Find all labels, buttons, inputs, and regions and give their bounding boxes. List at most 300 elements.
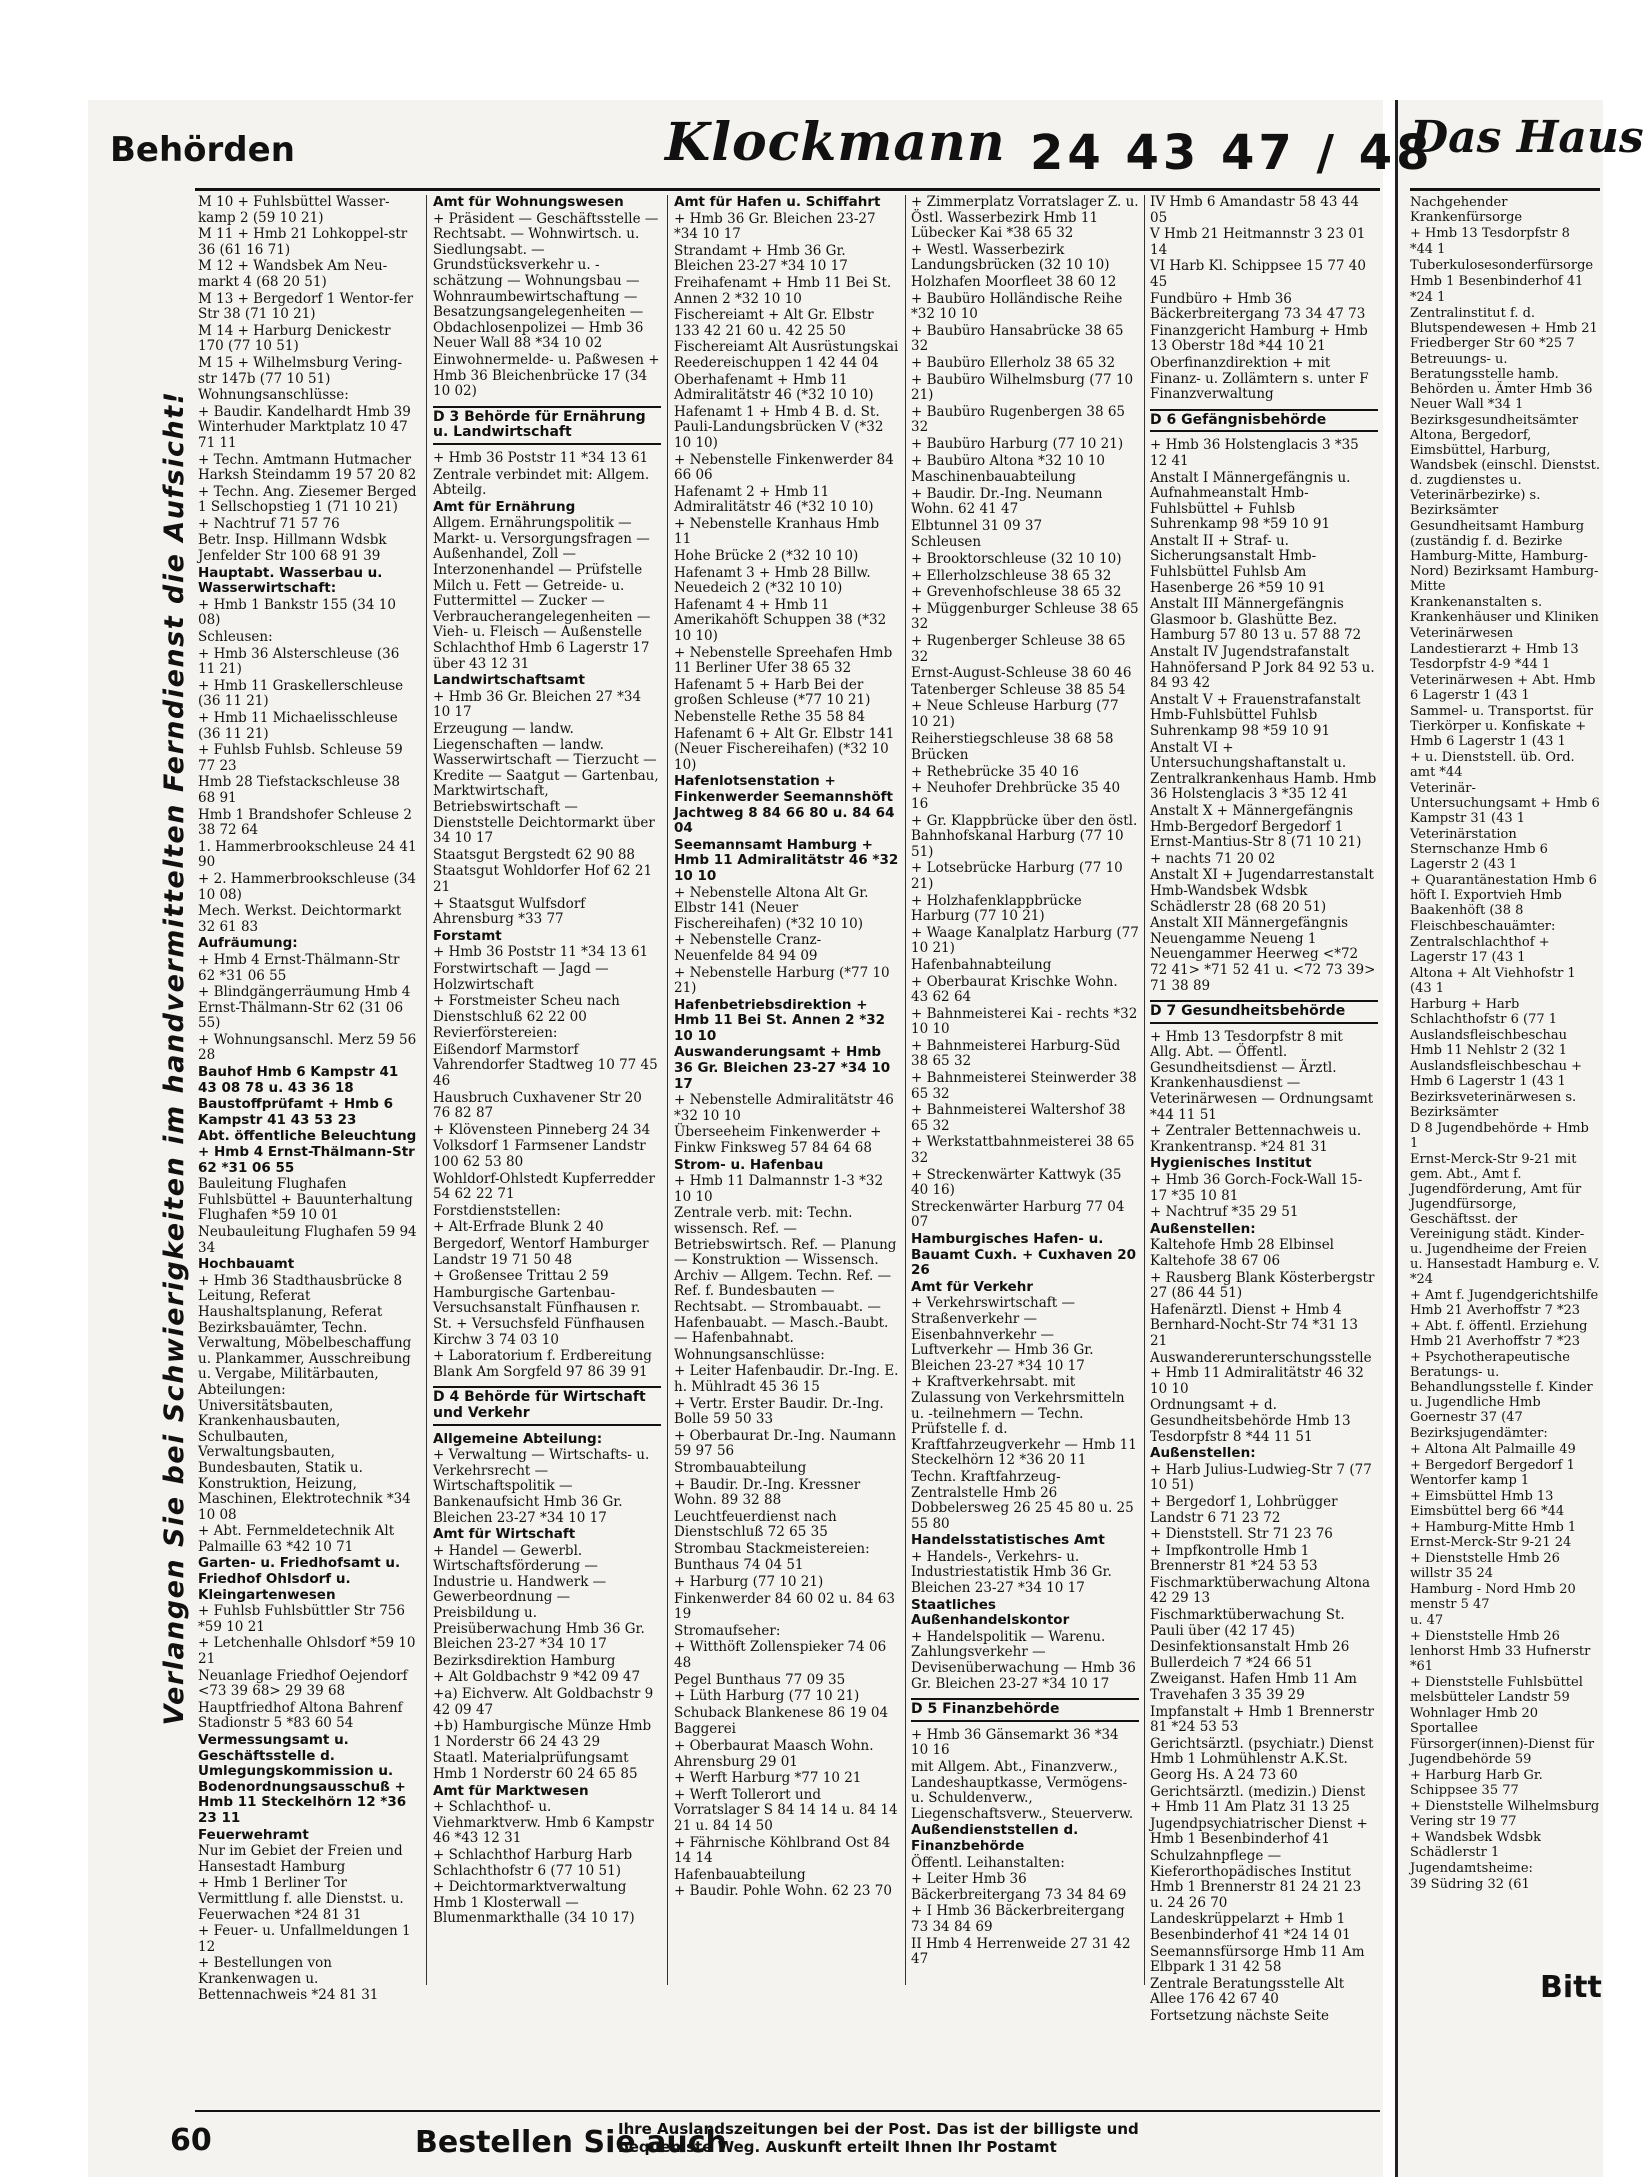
directory-entry: Oberhafenamt + Hmb 11 Admiralitätstr 46 (*32 10 10) [674, 371, 874, 404]
directory-entry: + Grevenhofschleuse 38 65 32 [911, 584, 1122, 601]
directory-entry: Staatl. Materialprüfungsamt Hmb 1 Norderstr 60 24 65 85 [433, 1750, 638, 1782]
directory-entry: + Psychotherapeutische Beratungs- u. Behandlungsstelle f. Kinder u. Jugendliche Hmb Goernestr 37 (47 [1410, 1350, 1593, 1425]
directory-entry: Ordnungsamt + d. Gesundheitsbehörde Hmb 13 Tesdorpfstr 8 *44 11 51 [1150, 1397, 1351, 1445]
directory-entry: + Hmb 1 Berliner Tor Vermittlung f. alle Dienstst. u. Feuerwachen *24 81 31 [198, 1875, 404, 1923]
directory-entry: *44 1 [1410, 242, 1446, 257]
directory-entry: + Holzhafenklappbrücke Harburg (77 10 21) [911, 892, 1082, 925]
entry-heading: Staatliches Außenhandelskontor [911, 1596, 1070, 1629]
directory-entry: Staatsgut Bergstedt 62 90 88 [433, 846, 635, 863]
directory-entry: Wohnungsanschlüsse: [198, 387, 349, 404]
column-divider [1144, 195, 1145, 1985]
entry-heading: Außenstellen: [1150, 1220, 1256, 1237]
section-heading: D 6 Gefängnisbehörde [1150, 409, 1378, 433]
page-number: 60 [170, 2123, 212, 2158]
entry-heading: Amt für Ernährung [433, 498, 576, 515]
directory-entry: + u. Dienststell. üb. Ord. amt *44 [1410, 750, 1575, 780]
directory-entry: Fischereiamt + Alt Gr. Elbstr 133 42 21 60 u. 42 25 50 [674, 307, 874, 339]
directory-entry: Fischmarktüberwachung Altona 42 29 13 [1150, 1574, 1371, 1607]
directory-entry: Veterinär-Untersuchungsamt + Hmb 6 Kampstr 31 (43 1 [1410, 781, 1600, 826]
directory-entry: *24 1 [1410, 290, 1446, 305]
directory-entry: Wohnungsanschlüsse: [674, 1346, 825, 1363]
directory-entry: + Handels-, Verkehrs- u. Industriestatistik Hmb 36 Gr. Bleichen 23-27 *34 10 17 [911, 1548, 1112, 1597]
directory-entry: + Rugenberger Schleuse 38 65 32 [911, 633, 1126, 665]
entry-heading: Hauptabt. Wasserbau u. Wasserwirtschaft: [198, 564, 383, 597]
directory-entry: Bezirksveterinärwesen s. Bezirksämter [1410, 1090, 1577, 1120]
directory-entry: + Baubüro Harburg (77 10 21) [911, 435, 1124, 452]
directory-entry: M 15 + Wilhelmsburg Vering-str 147b (77 10 51) [198, 354, 403, 387]
directory-entry: + Handelspolitik — Warenu. Zahlungsverkehr — Devisenüberwachung — Hmb 36 Gr. Bleichen 23-27 *34 10 17 [911, 1628, 1136, 1692]
directory-entry: Hauptfriedhof Altona Bahrenf Stadionstr 5 *83 60 54 [198, 1699, 403, 1732]
directory-entry: Pegel Bunthaus 77 09 35 [674, 1671, 846, 1688]
brand-logo: Klockmann [665, 112, 1006, 173]
directory-entry: V Hmb 21 Heitmannstr 3 23 01 14 [1150, 226, 1366, 258]
directory-entry: Schuback Blankenese 86 19 04 [674, 1704, 889, 1721]
directory-entry: + Baubüro Rugenbergen 38 65 32 [911, 403, 1126, 436]
entry-heading: Landwirtschaftsamt [433, 672, 585, 689]
directory-entry: Zentrale verbindet mit: Allgem. Abteilg. [433, 466, 650, 499]
directory-entry: Freihafenamt + Hmb 11 Bei St. Annen 2 *32 10 10 [674, 274, 892, 307]
directory-entry: Anstalt III Männergefängnis Glasmoor b. Glashütte Bez. Hamburg 57 80 13 u. 57 88 72 [1150, 596, 1362, 644]
directory-entry: + Hmb 36 Poststr 11 *34 13 61 [433, 449, 649, 466]
directory-entry: + Blindgängerräumung Hmb 4 Ernst-Thälmann-Str 62 (31 06 55) [198, 984, 411, 1032]
directory-entry: Staatsgut Wohldorfer Hof 62 21 21 [433, 863, 653, 895]
directory-entry: Landestierarzt + Hmb 13 Tesdorpfstr 4-9 *44 1 [1410, 642, 1579, 672]
directory-entry: + Neuhofer Drehbrücke 35 40 16 [911, 780, 1121, 812]
directory-entry: Leuchtfeuerdienst nach Dienstschluß 72 65 35 [674, 1508, 837, 1541]
entry-heading: Forstamt [433, 927, 502, 944]
directory-entry: + Eimsbüttel Hmb 13 Eimsbüttel berg 66 *44 [1410, 1489, 1565, 1519]
directory-entry: Anstalt VI + Untersuchungshaftanstalt u. Zentralkrankenhaus Hamb. Hmb 36 Holstenglacis 3 *35 12 41 [1150, 739, 1377, 803]
directory-entry: + Alt Goldbachstr 9 *42 09 47 [433, 1669, 641, 1686]
directory-entry: Hafenamt 3 + Hmb 28 Billw. Neuedeich 2 (*32 10 10) [674, 564, 871, 597]
directory-entry: + Nebenstelle Finkenwerder 84 66 06 [674, 451, 894, 484]
directory-entry: + Leiter Hafenbaudir. Dr.-Ing. E. h. Mühlradt 45 36 15 [674, 1363, 899, 1395]
directory-entry: + Dienststelle Hmb 26 lenhorst Hmb 33 Hufnerstr *61 [1410, 1629, 1591, 1674]
adjacent-page-header: Das Haus [1410, 112, 1644, 163]
directory-entry: 39 Südring 32 (61 [1410, 1877, 1530, 1892]
footer-slogan: Bestellen Sie auch [415, 2125, 727, 2160]
directory-entry: Jugendpsychiatrischer Dienst + Hmb 1 Besenbinderhof 41 [1150, 1815, 1368, 1848]
directory-entry: + Fuhlsb Fuhlsbüttler Str 756 *59 10 21 [198, 1603, 405, 1635]
entry-heading: Amt für Wohnungswesen [433, 194, 624, 210]
directory-entry: + Nebenstelle Admiralitätstr 46 *32 10 10 [674, 1092, 894, 1124]
directory-entry: Hafenbahnabteilung [911, 956, 1052, 973]
directory-entry: Hohe Brücke 2 (*32 10 10) [674, 548, 859, 565]
directory-entry: Sammel- u. Transportst. für Tierkörper u. Konfiskate + Hmb 6 Lagerstr 1 (43 1 [1410, 704, 1594, 749]
entry-heading: Außenstellen: [1150, 1445, 1256, 1462]
directory-entry: + Staatsgut Wulfsdorf Ahrensburg *33 77 [433, 895, 586, 928]
directory-entry: + Werkstattbahnmeisterei 38 65 32 [911, 1134, 1135, 1167]
directory-entry: Zentralschlachthof + Lagerstr 17 (43 1 [1410, 935, 1550, 965]
directory-entry: + Leiter Hmb 36 Bäckerbreitergang 73 34 84 69 [911, 1871, 1127, 1903]
column-1 [198, 194, 418, 2003]
directory-entry: Hamburgische Gartenbau-Versuchsanstalt Fünfhausen r. St. + Versuchsfeld Fünfhausen Kirchw 3 74 03 10 [433, 1284, 645, 1348]
directory-entry: Hafenamt 6 + Alt Gr. Elbstr 141 (Neuer Fischereihafen) (*32 10 10) [674, 725, 895, 773]
directory-entry: + Laboratorium f. Erdbereitung Blank Am Sorgfeld 97 86 39 91 [433, 1348, 652, 1380]
directory-entry: Brücken [911, 747, 969, 764]
directory-entry: Anstalt IV Jugendstrafanstalt Hahnöfersand P Jork 84 92 53 u. 84 93 42 [1150, 644, 1375, 692]
directory-entry: Impfanstalt + Hmb 1 Brennerstr 81 *24 53 53 [1150, 1703, 1374, 1736]
directory-entry: + Verwaltung — Wirtschafts- u. Verkehrsrecht — Wirtschaftspolitik — Bankenaufsicht Hmb 36 Gr. Bleichen 23-27 *34 10 17 [433, 1447, 650, 1526]
directory-entry: + Bergedorf 1, Lohbrügger Landstr 6 71 23 72 [1150, 1493, 1338, 1526]
directory-entry: Bezirksdirektion Hamburg [433, 1652, 616, 1669]
directory-entry: + Impfkontrolle Hmb 1 Brennerstr 81 *24 53 53 [1150, 1542, 1318, 1575]
directory-entry: Holzhafen Moorfleet 38 60 12 [911, 273, 1117, 290]
directory-entry: Hmb 28 Tiefstackschleuse 38 68 91 [198, 774, 400, 806]
directory-entry: + Baudir. Dr.-Ing. Neumann Wohn. 62 41 47 [911, 485, 1103, 518]
adjacent-header-rule [1410, 188, 1600, 191]
directory-entry: Techn. Kraftfahrzeug-Zentralstelle Hmb 26 Dobbelersweg 26 25 45 80 u. 25 55 80 [911, 1468, 1134, 1532]
directory-entry: + Hmb 11 Dalmannstr 1-3 *32 10 10 [674, 1173, 884, 1205]
directory-entry: + Quarantänestation Hmb 6 höft I. Exportvieh Hmb Baakenhöft (38 8 [1410, 873, 1597, 918]
entry-heading: Hafenlotsenstation + Finkenwerder Seemannshöft Jachtweg 8 84 66 80 u. 84 64 04 [674, 773, 895, 837]
directory-entry: Streckenwärter Harburg 77 04 07 [911, 1198, 1125, 1231]
directory-entry: + Nachtruf *35 29 51 [1150, 1204, 1299, 1221]
directory-entry: Jugendamtsheime: [1410, 1861, 1533, 1876]
directory-entry: II Hmb 4 Herrenweide 27 31 42 47 [911, 1935, 1131, 1968]
directory-entry: + Dienststelle Wilhelmsburg Vering str 19 77 [1410, 1799, 1600, 1829]
directory-entry: + Witthöft Zollenspieker 74 06 48 [674, 1639, 887, 1672]
directory-entry: Einwohnermelde- u. Paßwesen + Hmb 36 Bleichenbrücke 17 (34 10 02) [433, 351, 660, 400]
entry-heading: Hochbauamt [198, 1256, 295, 1273]
entry-heading: Strom- u. Hafenbau [674, 1156, 824, 1173]
directory-entry: Hafenamt 4 + Hmb 11 Amerikahöft Schuppen 38 (*32 10 10) [674, 596, 887, 645]
directory-entry: + Waage Kanalplatz Harburg (77 10 21) [911, 924, 1139, 957]
directory-entry: Bunthaus 74 04 51 [674, 1557, 804, 1574]
directory-entry: Veterinärwesen + Abt. Hmb 6 Lagerstr 1 (43 1 [1410, 673, 1596, 703]
adjacent-bottom-text: Bitt [1540, 1970, 1602, 2005]
footer-note: Ihre Auslandszeitungen bei der Post. Das ist der billigste und bequemste Weg. Auskunft erteilt Ihnen Ihr Postamt [618, 2120, 1139, 2156]
directory-entry: Ernst-Merck-Str 9-21 mit gem. Abt., Amt f. Jugendförderung, Amt für Jugendfürsorge, Geschäftsst. der Vereinigung städt. Kinder- u. Jugendheime der Freien u. Hansestadt Hamburg e. V. *24 [1410, 1152, 1600, 1287]
directory-entry: Altona + Alt Viehhofstr 1 (43 1 [1410, 966, 1576, 996]
directory-entry: + Wandsbek Wdsbk Schädlerstr 1 [1410, 1830, 1541, 1860]
entry-heading: Handelsstatistisches Amt [911, 1532, 1105, 1549]
directory-entry: + Bahnmeisterei Waltershof 38 65 32 [911, 1102, 1126, 1134]
directory-entry: Hmb 1 Brandshofer Schleuse 2 38 72 64 [198, 806, 412, 839]
directory-entry: + Lotsebrücke Harburg (77 10 21) [911, 860, 1123, 892]
directory-entry: Hausbruch Cuxhavener Str 20 76 82 87 [433, 1089, 642, 1122]
directory-entry: + Gr. Klappbrücke über den östl. Bahnhofskanal Harburg (77 10 51) [911, 812, 1138, 860]
directory-entry: Öffentl. Leihanstalten: [911, 1854, 1065, 1871]
directory-entry: Strandamt + Hmb 36 Gr. Bleichen 23-27 *34 10 17 [674, 242, 848, 275]
directory-entry: + Oberbaurat Dr.-Ing. Naumann 59 97 56 [674, 1427, 897, 1460]
directory-entry: + Neue Schleuse Harburg (77 10 21) [911, 698, 1119, 730]
directory-entry: Anstalt XI + Jugendarrestanstalt Hmb-Wandsbek Wdsbk Schädlerstr 28 (68 20 51) [1150, 867, 1374, 915]
entry-heading: Außendienststellen d. Finanzbehörde [911, 1822, 1079, 1854]
entry-heading: Bauhof Hmb 6 Kampstr 41 43 08 78 u. 43 36 18 [198, 1064, 399, 1096]
entry-heading: Amt für Verkehr [911, 1278, 1034, 1295]
entry-heading: Garten- u. Friedhofsamt u. Friedhof Ohlsdorf u. Kleingartenwesen [198, 1555, 401, 1603]
column-2 [433, 195, 661, 1995]
directory-entry: + Techn. Amtmann Hutmacher Harksh Steindamm 19 57 20 82 [198, 451, 417, 484]
column-5 [1150, 194, 1378, 2024]
directory-entry: Hafenamt 5 + Harb Bei der großen Schleuse (*77 10 21) [674, 676, 871, 709]
directory-entry: + Harburg Harb Gr. Schippsee 35 77 [1410, 1768, 1543, 1798]
directory-entry: + Rethebrücke 35 40 16 [911, 763, 1079, 780]
column-divider [905, 195, 906, 1985]
directory-entry: + Harburg (77 10 21) [674, 1574, 824, 1591]
section-heading: D 7 Gesundheitsbehörde [1150, 1000, 1378, 1024]
directory-entry: + Nebenstelle Spreehafen Hmb 11 Berliner Ufer 38 65 32 [674, 644, 893, 677]
directory-entry: Reiherstiegschleuse 38 68 58 [911, 730, 1114, 747]
directory-entry: + Oberbaurat Krischke Wohn. 43 62 64 [911, 973, 1118, 1006]
directory-entry: Mech. Werkst. Deichtormarkt 32 61 83 [198, 903, 402, 935]
directory-entry: + Hmb 11 Graskellerschleuse (36 11 21) [198, 677, 404, 710]
directory-entry: + Baubüro Altona *32 10 10 [911, 452, 1105, 469]
directory-entry: + 2. Hammerbrookschleuse (34 10 08) [198, 870, 417, 903]
directory-entry: Wohldorf-Ohlstedt Kupferredder 54 62 22 71 [433, 1170, 655, 1203]
directory-entry: + Fuhlsb Fuhlsb. Schleuse 59 77 23 [198, 742, 403, 774]
directory-entry: Nebenstelle Rethe 35 58 84 [674, 709, 866, 725]
directory-entry: Zentrale verb. mit: Techn. wissensch. Ref. — Betriebswirtsch. Ref. — Planung — Konstruktion — Wissensch. Archiv — Allgem. Techn. Ref. — Ref. f. Bundesbauten — Rechtsabt. — Strombauabt. — Hafenbauabt. — Masch.-Baubt. — Hafenbahnabt. [674, 1205, 897, 1347]
directory-entry: + Präsident — Geschäftsstelle — Rechtsabt. — Wohnwirtsch. u. Siedlungsabt. — Grundstücksverkehr u. -schätzung — Wohnungsbau — Wohnraumbewirtschaftung — Besatzungsangelegenheiten — Obdachlosenpolizei — Hmb 36 Neuer Wall 88 *34 10 02 [433, 210, 659, 352]
directory-entry: Erzeugung — landw. Liegenschaften — landw. Wasserwirtschaft — Tierzucht — Kredite — Saatgut — Gartenbau, Marktwirtschaft, Betriebswirtschaft — Dienststelle Deichtormarkt über 34 10 17 [433, 721, 659, 847]
directory-entry: + Kraftverkehrsabt. mit Zulassung von Verkehrsmitteln u. -teilnehmern — Techn. Prüfstelle f. d. Kraftfahrzeugverkehr — Hmb 11 Steckelhörn 12 *36 20 11 [911, 1374, 1137, 1469]
directory-entry: Schulzahnpflege — Kieferorthopädisches Institut Hmb 1 Brennerstr 81 24 21 23 u. 24 26 70 [1150, 1847, 1362, 1911]
phone-number: 24 43 47 / 48 [1030, 125, 1434, 181]
directory-entry: + Baubüro Holländische Reihe *32 10 10 [911, 290, 1123, 323]
directory-entry: Anstalt I Männergefängnis u. Aufnahmeanstalt Hmb-Fuhlsbüttel + Fuhlsb Suhrenkamp 98 *59 10 91 [1150, 469, 1351, 533]
directory-entry: + Hmb 36 Gorch-Fock-Wall 15-17 *35 10 81 [1150, 1172, 1363, 1204]
directory-entry: Zentralinstitut f. d. Blutspendewesen + Hmb 21 Friedberger Str 60 *25 7 [1410, 306, 1598, 351]
directory-entry: Neubauleitung Flughafen 59 94 34 [198, 1224, 417, 1256]
directory-entry: + Hmb 1 Bankstr 155 (34 10 08) [198, 596, 396, 629]
directory-entry: + Harb Julius-Ludwieg-Str 7 (77 10 51) [1150, 1461, 1372, 1494]
directory-entry: + Schlachthof- u. Viehmarktverw. Hmb 6 Kampstr 46 *43 12 31 [433, 1799, 654, 1847]
directory-entry: + Nachtruf 71 57 76 [198, 515, 340, 532]
directory-entry: u. 47 [1410, 1613, 1444, 1628]
directory-entry: Seemannsfürsorge Hmb 11 Am Elbpark 1 31 42 58 [1150, 1943, 1365, 1976]
directory-entry: + Verkehrswirtschaft — Straßenverkehr — Eisenbahnverkehr — Luftverkehr — Hmb 36 Gr. Bleichen 23-27 *34 10 17 [911, 1295, 1094, 1374]
directory-entry: Baggerei [674, 1721, 737, 1738]
directory-entry: + Abt. Fernmeldetechnik Alt Palmaille 63 *42 10 71 [198, 1523, 395, 1555]
directory-entry: Strombauabteilung [674, 1459, 807, 1476]
directory-entry: +a) Eichverw. Alt Goldbachstr 9 42 09 47 [433, 1686, 654, 1718]
directory-entry: + Hamburg-Mitte Hmb 1 Ernst-Merck-Str 9-21 24 [1410, 1520, 1577, 1550]
directory-entry: + Zimmerplatz Vorratslager Z. u. Östl. Wasserbezirk Hmb 11 Lübecker Kai *38 65 32 [911, 194, 1139, 242]
directory-entry: VI Harb Kl. Schippsee 15 77 40 45 [1150, 258, 1366, 290]
adjacent-column [1410, 195, 1600, 1892]
directory-entry: + Forstmeister Scheu nach Dienstschluß 62 22 00 [433, 993, 620, 1025]
directory-entry: + Bahnmeisterei Steinwerder 38 65 32 [911, 1070, 1137, 1102]
directory-entry: Volksdorf 1 Farmsener Landstr 100 62 53 80 [433, 1138, 646, 1171]
section-title: Behörden [110, 130, 295, 170]
directory-entry: Anstalt II + Straf- u. Sicherungsanstalt Hmb-Fuhlsbüttel Fuhlsb Am Hasenberge 26 *59 10 91 [1150, 532, 1326, 596]
directory-entry: Krankenanstalten s. Krankenhäuser und Kliniken [1410, 595, 1599, 625]
directory-entry: + Deichtormarktverwaltung Hmb 1 Klosterwall — Blumenmarkthalle (34 10 17) [433, 1879, 635, 1927]
directory-entry: Gerichtsärztl. (medizin.) Dienst + Hmb 11 Am Platz 31 13 25 [1150, 1783, 1366, 1816]
directory-entry: + Klövensteen Pinneberg 24 34 [433, 1121, 651, 1138]
directory-entry: Forstdienststellen: [433, 1202, 561, 1219]
directory-entry: + Werft Tollerort und Vorratslager S 84 14 14 u. 84 14 21 u. 84 14 50 [674, 1786, 898, 1834]
directory-entry: Betr. Insp. Hillmann Wdsbk Jenfelder Str 100 68 91 39 [198, 532, 387, 565]
entry-heading: Amt für Hafen u. Schiffahrt [674, 194, 881, 210]
directory-entry: Revierförstereien: [433, 1025, 558, 1042]
directory-entry: Wohnlager Hmb 20 Sportallee [1410, 1706, 1538, 1736]
directory-entry: + Amt f. Jugendgerichtshilfe Hmb 21 Averhoffstr 7 *23 [1410, 1288, 1599, 1318]
directory-entry: Hafenamt 1 + Hmb 4 B. d. St. Pauli-Landungsbrücken V (*32 10 10) [674, 403, 884, 451]
directory-entry: Ernst-August-Schleuse 38 60 46 [911, 665, 1132, 682]
directory-entry: + Oberbaurat Maasch Wohn. Ahrensburg 29 01 [674, 1738, 874, 1770]
directory-entry: Elbtunnel 31 09 37 [911, 517, 1043, 534]
directory-entry: Überseeheim Finkenwerder + Finkw Finksweg 57 84 64 68 [674, 1124, 882, 1157]
entry-heading: Allgemeine Abteilung: [433, 1430, 603, 1447]
directory-entry: M 12 + Wandsbek Am Neu-markt 4 (68 20 51) [198, 258, 388, 290]
directory-entry: + Hmb 36 Gr. Bleichen 23-27 *34 10 17 [674, 210, 876, 243]
directory-entry: Gerichtsärztl. (psychiatr.) Dienst Hmb 1 Lohmühlenstr A.K.St. Georg Hs. A 24 73 60 [1150, 1735, 1374, 1783]
directory-entry: + Handel — Gewerbl. Wirtschaftsförderung — Industrie u. Handwerk — Gewerbeordnung — Preisbildung u. Preisüberwachung Hmb 36 Gr. Bleichen 23-27 *34 10 17 [433, 1542, 645, 1653]
directory-entry: + Baudir. Pohle Wohn. 62 23 70 [674, 1883, 892, 1900]
directory-entry: Fürsorger(innen)-Dienst für Jugendbehörde 59 [1410, 1737, 1595, 1767]
directory-entry: + Dienststelle Fuhlsbüttel melsbütteler Landstr 59 [1410, 1675, 1583, 1705]
directory-entry: Fundbüro + Hmb 36 Bäckerbreitergang 73 34 47 73 [1150, 290, 1366, 323]
directory-entry: + Wohnungsanschl. Merz 59 56 28 [198, 1031, 417, 1064]
directory-entry: Landeskrüppelarzt + Hmb 1 Besenbinderhof 41 *24 14 01 [1150, 1911, 1351, 1943]
directory-entry: 1. Hammerbrookschleuse 24 41 90 [198, 838, 417, 871]
directory-entry: Anstalt V + Frauenstrafanstalt Hmb-Fuhlsbüttel Fuhlsb Suhrenkamp 98 *59 10 91 [1150, 691, 1361, 739]
directory-entry: + Vertr. Erster Baudir. Dr.-Ing. Bolle 59 50 33 [674, 1395, 884, 1428]
directory-entry: Maschinenbauabteilung [911, 469, 1076, 486]
directory-entry: Desinfektionsanstalt Hmb 26 Bullerdeich 7 *24 66 51 [1150, 1639, 1350, 1671]
directory-entry: Bauleitung Flughafen Fuhlsbüttel + Bauunterhaltung Flughafen *59 10 01 [198, 1176, 413, 1224]
directory-entry: D 8 Jugendbehörde + Hmb 1 [1410, 1121, 1589, 1151]
entry-heading: Seemannsamt Hamburg + Hmb 11 Admiralitätstr 46 *32 10 10 [674, 836, 899, 884]
directory-entry: + Lüth Harburg (77 10 21) [674, 1688, 860, 1705]
entry-heading: Baustoffprüfamt + Hmb 6 Kampstr 41 43 53 23 [198, 1096, 393, 1128]
directory-entry: + Westl. Wasserbezirk Landungsbrücken (32 10 10) [911, 241, 1110, 274]
directory-entry: + Müggenburger Schleuse 38 65 32 [911, 600, 1139, 633]
directory-entry: + Zentraler Bettennachweis u. Krankentransp. *24 81 31 [1150, 1123, 1362, 1155]
directory-entry: + Bahnmeisterei Kai - rechts *32 10 10 [911, 1005, 1138, 1038]
directory-entry: + Bahnmeisterei Harburg-Süd 38 65 32 [911, 1037, 1121, 1070]
directory-entry: Fischmarktüberwachung St. Pauli über (42 17 45) [1150, 1607, 1345, 1639]
directory-entry: + Hmb 13 Tesdorpfstr 8 mit Allg. Abt. — Öffentl. Gesundheitsdienst — Ärztl. Krankenhausdienst — Veterinärwesen — Ordnungsamt *44 11 51 [1150, 1028, 1374, 1123]
directory-entry: + Hmb 13 Tesdorpfstr 8 [1410, 226, 1570, 241]
directory-entry: + I Hmb 36 Bäckerbreitergang 73 34 84 69 [911, 1903, 1125, 1935]
entry-heading: Vermessungsamt u. Geschäftsstelle d. Umlegungskommission u. Bodenordnungsausschuß + Hmb 11 Steckelhörn 12 *36 23 11 [198, 1732, 407, 1826]
directory-entry: + Dienststell. Str 71 23 76 [1150, 1526, 1333, 1543]
side-note: Verlangen Sie bei Schwierigkeiten im handvermittelten Ferndienst die Aufsicht! [159, 390, 190, 1726]
directory-entry: Bergedorf, Wentorf Hamburger Landstr 19 71 50 48 [433, 1236, 649, 1268]
directory-entry: Hafenbauabteilung [674, 1866, 806, 1883]
entry-heading: Abt. öffentliche Beleuchtung + Hmb 4 Ernst-Thälmann-Str 62 *31 06 55 [198, 1128, 417, 1176]
directory-entry: Tatenberger Schleuse 38 85 54 [911, 681, 1126, 698]
directory-entry: + Dienststelle Hmb 26 willstr 35 24 [1410, 1551, 1560, 1581]
directory-entry: Harburg + Harb Schlachthofstr 6 (77 1 [1410, 997, 1558, 1027]
directory-entry: Schleusen: [198, 629, 273, 646]
entry-heading: Aufräumung: [198, 935, 298, 952]
directory-entry: M 11 + Hmb 21 Lohkoppel-str 36 (61 16 71) [198, 226, 408, 258]
directory-entry: + nachts 71 20 02 [1150, 850, 1276, 867]
column-divider [426, 195, 427, 1985]
directory-entry: + Nebenstelle Altona Alt Gr. Elbstr 141 (Neuer Fischereihafen) (*32 10 10) [674, 884, 869, 932]
directory-entry: Allgem. Ernährungspolitik — Markt- u. Versorgungsfragen — Außenhandel, Zoll — Interzonenhandel — Prüfstelle Milch u. Fett — Getreide- u. Futtermittel — Zucker — Verbraucherangelegenheiten — Vieh- u. Fleisch — Außenstelle Schlachthof Hmb 6 Lagerstr 17 über 43 12 31 [433, 515, 651, 672]
directory-entry: + Baubüro Ellerholz 38 65 32 [911, 354, 1116, 371]
directory-entry: Hmb 1 Besenbinderhof 41 [1410, 274, 1584, 289]
directory-entry: Veterinärstation Sternschanze Hmb 6 Lagerstr 2 (43 1 [1410, 827, 1548, 872]
directory-entry: + Altona Alt Palmaille 49 [1410, 1442, 1576, 1457]
directory-entry: Neuanlage Friedhof Oejendorf <73 39 68> 29 39 68 [198, 1667, 408, 1700]
directory-entry: + Fährnische Köhlbrand Ost 84 14 14 [674, 1834, 891, 1867]
section-heading: D 4 Behörde für Wirtschaft und Verkehr [433, 1386, 661, 1425]
directory-entry: M 10 + Fuhlsbüttel Wasser-kamp 2 (59 10 21) [198, 194, 390, 226]
directory-entry: + Hmb 11 Michaelisschleuse (36 11 21) [198, 710, 398, 742]
directory-entry: + Hmb 36 Holstenglacis 3 *35 12 41 [1150, 437, 1359, 469]
directory-entry: Bezirksjugendämter: [1410, 1426, 1548, 1441]
directory-entry: + Hmb 36 Poststr 11 *34 13 61 [433, 944, 649, 961]
directory-entry: + Feuer- u. Unfallmeldungen 1 12 [198, 1923, 411, 1955]
directory-entry: + Schlachthof Harburg Harb Schlachthofstr 6 (77 10 51) [433, 1846, 633, 1879]
directory-entry: Fischereiamt Alt Ausrüstungskai Reedereischuppen 1 42 44 04 [674, 339, 899, 371]
directory-entry: + Brooktorschleuse (32 10 10) [911, 551, 1122, 568]
entry-heading: Hygienisches Institut [1150, 1155, 1312, 1172]
directory-entry: Schleusen [911, 534, 982, 551]
directory-entry: + Hmb 36 Gänsemarkt 36 *34 10 16 [911, 1726, 1119, 1759]
directory-entry: Auslandsfleischbeschau + Hmb 6 Lagerstr 1 (43 1 [1410, 1059, 1583, 1089]
column-divider [667, 195, 668, 1985]
directory-entry: Gesundheitsamt Hamburg (zuständig f. d. Bezirke Hamburg-Mitte, Hamburg-Nord) Bezirksamt Hamburg-Mitte [1410, 519, 1599, 594]
directory-entry: Eißendorf Marmstorf Vahrendorfer Stadtweg 10 77 45 46 [433, 1041, 658, 1090]
directory-entry: + Rausberg Blank Kösterbergstr 27 (86 44 51) [1150, 1269, 1375, 1302]
directory-entry: + Baubüro Hansabrücke 38 65 32 [911, 322, 1124, 355]
directory-entry: Kaltehofe Hmb 28 Elbinsel Kaltehofe 38 67 06 [1150, 1237, 1335, 1269]
directory-entry: + Baudir. Kandelhardt Hmb 39 Winterhuder Marktplatz 10 47 71 11 [198, 403, 411, 451]
directory-entry: IV Hmb 6 Amandastr 58 43 44 05 [1150, 194, 1359, 226]
directory-entry: Nur im Gebiet der Freien und Hansestadt Hamburg [198, 1843, 403, 1875]
directory-entry: Tuberkulosesonderfürsorge [1410, 258, 1594, 273]
entry-heading: Feuerwehramt [198, 1826, 309, 1843]
header-rule [195, 188, 1380, 191]
directory-entry: Anstalt X + Männergefängnis Hmb-Bergedorf Bergedorf 1 Ernst-Mantius-Str 8 (71 10 21) [1150, 802, 1362, 851]
directory-entry: Fortsetzung nächste Seite [1150, 2007, 1330, 2024]
column-4 [911, 195, 1139, 1995]
directory-entry: Fleischbeschauämter: [1410, 919, 1556, 934]
directory-entry: Forstwirtschaft — Jagd — Holzwirtschaft [433, 960, 609, 993]
directory-entry: + Baudir. Dr.-Ing. Kressner Wohn. 89 32 88 [674, 1476, 861, 1509]
directory-entry: + Großensee Trittau 2 59 [433, 1268, 609, 1285]
section-heading: D 5 Finanzbehörde [911, 1698, 1139, 1722]
footer-rule [195, 2110, 1380, 2112]
directory-entry: Finkenwerder 84 60 02 u. 84 63 19 [674, 1590, 895, 1623]
directory-entry: + Baubüro Wilhelmsburg (77 10 21) [911, 371, 1134, 404]
directory-entry: Zentrale Beratungsstelle Alt Allee 176 42 67 40 [1150, 1975, 1345, 2008]
directory-entry: Veterinärwesen [1410, 626, 1514, 641]
directory-entry: + Hmb 4 Ernst-Thälmann-Str 62 *31 06 55 [198, 951, 400, 984]
section-heading: D 3 Behörde für Ernährung u. Landwirtschaft [433, 406, 661, 445]
entry-heading: Auswanderungsamt + Hmb 36 Gr. Bleichen 23-27 *34 10 17 [674, 1044, 891, 1092]
entry-heading: Hamburgisches Hafen- u. Bauamt Cuxh. + Cuxhaven 20 26 [911, 1231, 1137, 1279]
directory-entry: + Nebenstelle Kranhaus Hmb 11 [674, 515, 880, 548]
directory-entry: + Ellerholzschleuse 38 65 32 [911, 567, 1112, 584]
directory-entry: + Werft Harburg *77 10 21 [674, 1770, 862, 1787]
directory-entry: M 13 + Bergedorf 1 Wentor-fer Str 38 (71 10 21) [198, 290, 414, 323]
directory-entry: + Alt-Erfrade Blunk 2 40 [433, 1219, 604, 1236]
directory-entry: + Abt. f. öffentl. Erziehung Hmb 21 Averhoffstr 7 *23 [1410, 1319, 1588, 1349]
directory-entry: + Hmb 36 Gr. Bleichen 27 *34 10 17 [433, 688, 642, 721]
directory-entry: Nachgehender Krankenfürsorge [1410, 195, 1523, 225]
directory-entry: Bezirksgesundheitsämter Altona, Bergedorf, Eimsbüttel, Harburg, Wandsbek (einschl. Dienstst. d. zugdienstes u. Veterinärbezirke) s. Bezirksämter [1410, 413, 1600, 518]
directory-entry: + Bergedorf Bergedorf 1 Wentorfer kamp 1 [1410, 1458, 1575, 1488]
directory-entry: + Letchenhalle Ohlsdorf *59 10 21 [198, 1635, 416, 1668]
directory-entry: Auslandsfleischbeschau Hmb 11 Nehlstr 2 (32 1 [1410, 1028, 1568, 1058]
directory-entry: Hafenärztl. Dienst + Hmb 4 Bernhard-Nocht-Str 74 *31 13 21 [1150, 1301, 1358, 1349]
entry-heading: Amt für Marktwesen [433, 1782, 589, 1799]
directory-entry: Stromaufseher: [674, 1622, 781, 1639]
directory-entry: Finanzgericht Hamburg + Hmb 13 Oberstr 18d *44 10 21 [1150, 322, 1368, 355]
directory-entry: + Nebenstelle Cranz-Neuenfelde 84 94 09 [674, 932, 822, 964]
directory-entry: Anstalt XII Männergefängnis Neuengamme Neueng 1 Neuengammer Heerweg <*72 72 41> *71 52 41 u. <72 73 39> 71 38 89 [1150, 915, 1376, 994]
directory-entry: + Nebenstelle Harburg (*77 10 21) [674, 964, 890, 997]
